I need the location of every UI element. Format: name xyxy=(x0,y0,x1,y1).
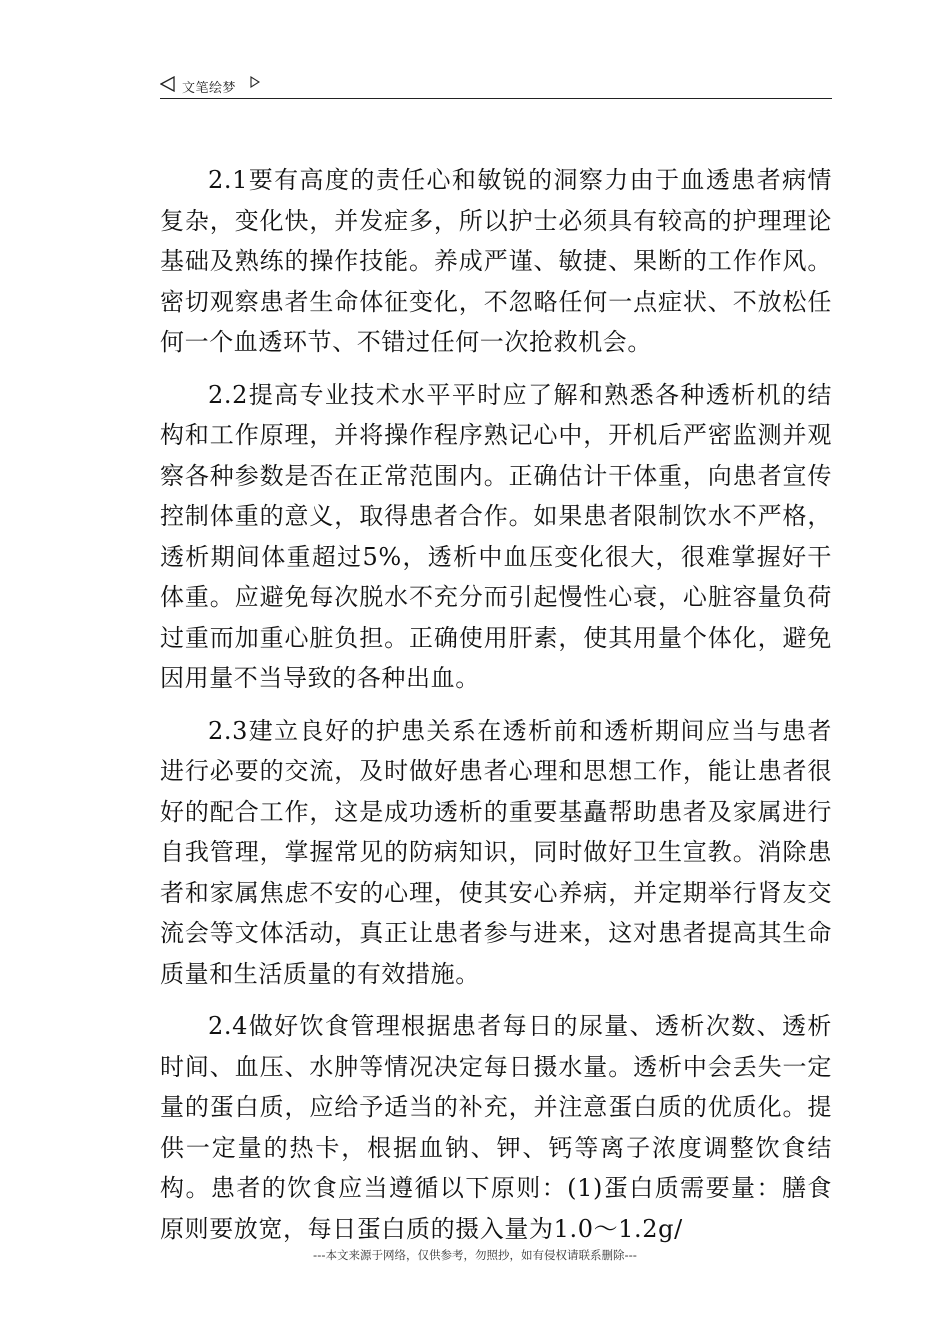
page-header xyxy=(160,74,832,98)
paragraph-2-1: 2.1要有高度的责任心和敏锐的洞察力由于血透患者病情复杂，变化快，并发症多，所以护士必须具有较高的护理理论基础及熟练的操作技能。养成严谨、敏捷、果断的工作作风。密切观察患者生命体征变化，不忽略任何一点症状、不放松任何一个血透环节、不错过任何一次抢救机会。 xyxy=(160,166,832,356)
page-footer: ---本文来源于网络，仅供参考，勿照抄，如有侵权请联系删除--- xyxy=(313,1248,637,1262)
triangle-right-icon xyxy=(250,76,260,88)
header-divider xyxy=(160,98,832,99)
paragraph-2-3: 2.3建立良好的护患关系在透析前和透析期间应当与患者进行必要的交流，及时做好患者心理和思想工作，能让患者很好的配合工作，这是成功透析的重要基矗帮助患者及家属进行自我管理，掌握常见的防病知识，同时做好卫生宣教。消除患者和家属焦虑不安的心理，使其安心养病，并定期举行肾友交流会等文体活动，真正让患者参与进来，这对患者提高其生命质量和生活质量的有效措施。 xyxy=(160,716,832,988)
header-title: 文笔绘梦 xyxy=(182,81,237,96)
document-body xyxy=(160,160,832,1261)
paragraph-2-4: 2.4做好饮食管理根据患者每日的尿量、透析次数、透析时间、血压、水肿等情况决定每日摄水量。透析中会丢失一定量的蛋白质，应给予适当的补充，并注意蛋白质的优质化。提供一定量的热卡，根据血钠、钾、钙等离子浓度调整饮食结构。患者的饮食应当遵循以下原则：(1)蛋白质需要量：膳食原则要放宽，每日蛋白质的摄入量为1.0～1.2g/ xyxy=(160,1012,832,1243)
paragraph-2-2: 2.2提高专业技术水平平时应了解和熟悉各种透析机的结构和工作原理，并将操作程序熟记心中，开机后严密监测并观察各种参数是否在正常范围内。正确估计干体重，向患者宣传控制体重的意义，取得患者合作。如果患者限制饮水不严格，透析期间体重超过5%，透析中血压变化很大，很难掌握好干体重。应避免每次脱水不充分而引起慢性心衰，心脏容量负荷过重而加重心脏负担。正确使用肝素，使其用量个体化，避免因用量不当导致的各种出血。 xyxy=(160,380,832,692)
triangle-left-icon xyxy=(160,76,176,92)
